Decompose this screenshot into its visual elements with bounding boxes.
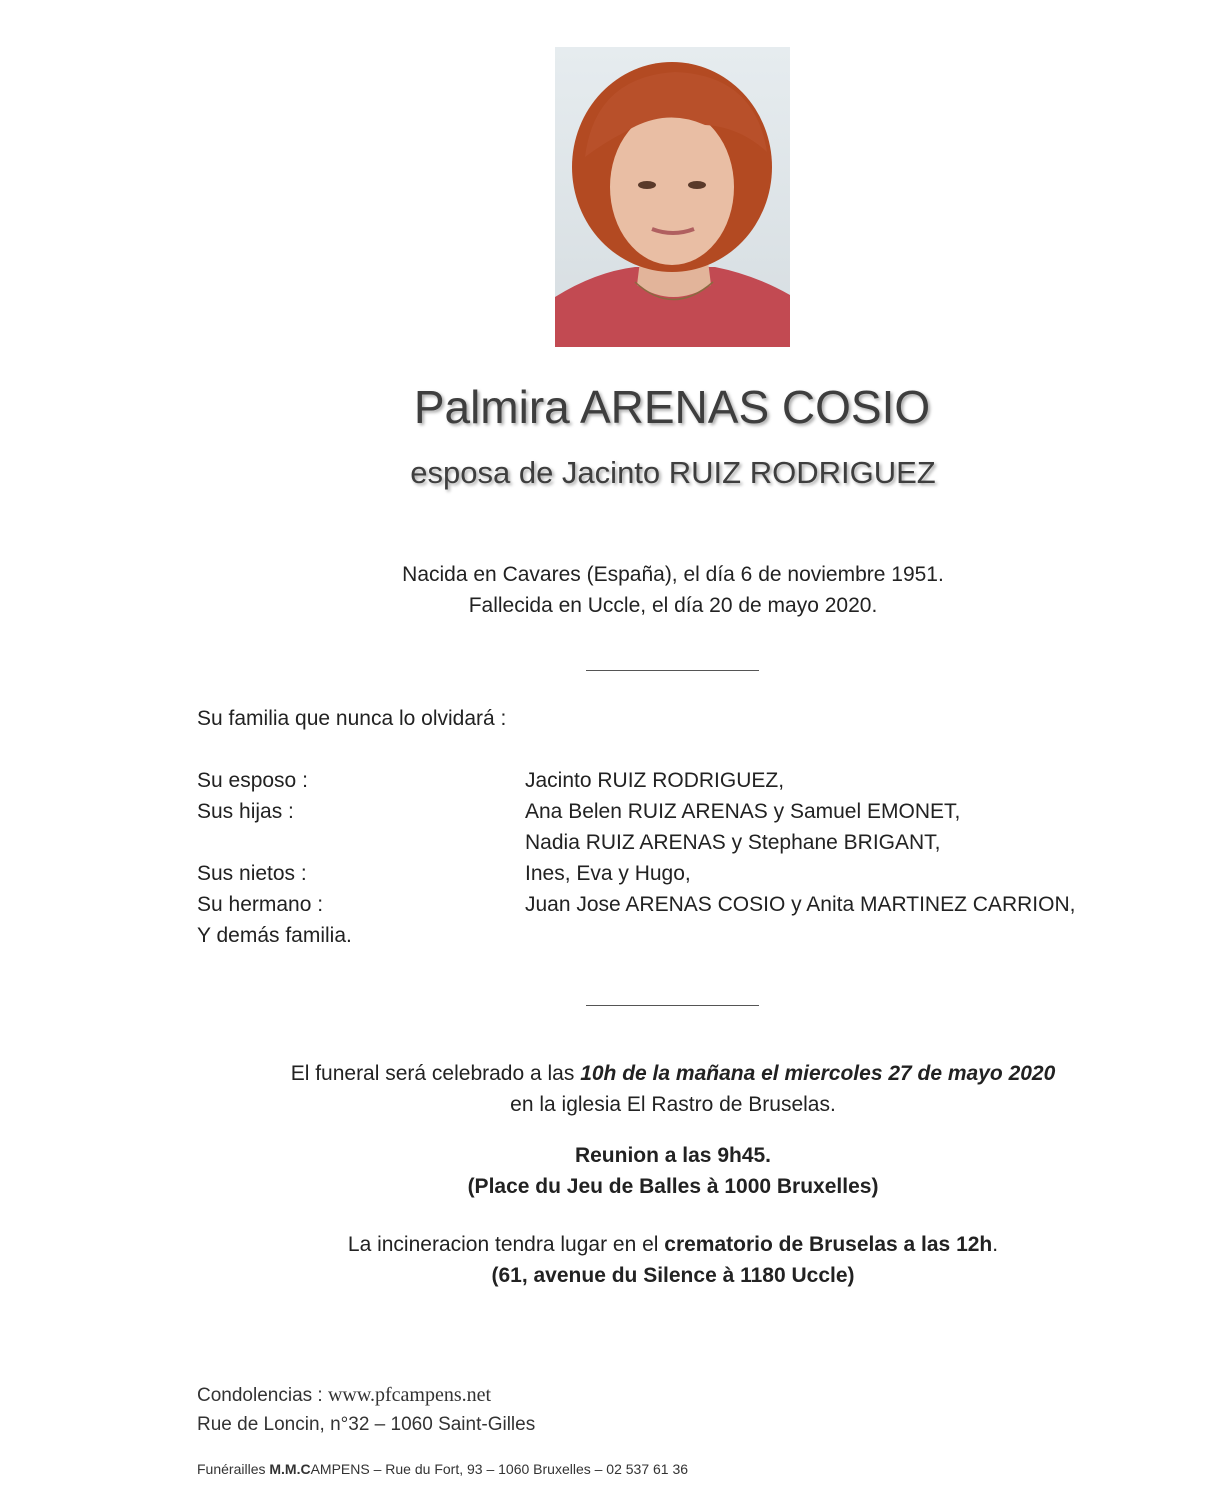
separator-line bbox=[586, 1005, 759, 1006]
condolences-label: Condolencias : bbox=[197, 1385, 328, 1406]
funeral-time-prefix: El funeral será celebrado a las bbox=[290, 1062, 581, 1085]
portrait-photo bbox=[555, 47, 790, 347]
spouse-line: esposa de Jacinto RUIZ RODRIGUEZ bbox=[410, 455, 936, 490]
reunion-time: Reunion a las 9h45. bbox=[574, 1144, 772, 1167]
funeral-time bbox=[170, 1058, 1176, 1089]
family-value: Nadia RUIZ ARENAS y Stephane BRIGANT, bbox=[525, 831, 941, 854]
family-row-daughters bbox=[197, 796, 1075, 827]
cremation-place: (61, avenue du Silence à 1180 Uccle) bbox=[491, 1264, 855, 1287]
company-prefix: Funérailles bbox=[197, 1461, 270, 1477]
family-row-grandchildren bbox=[197, 858, 1075, 889]
company-bold: M.M.C bbox=[269, 1461, 311, 1477]
cremation-info bbox=[170, 1229, 1176, 1260]
company-info bbox=[197, 1461, 688, 1477]
family-value: Ana Belen RUIZ ARENAS y Samuel EMONET, bbox=[525, 800, 961, 823]
family-intro: Su familia que nunca lo olvidará : bbox=[197, 707, 507, 730]
family-label: Y demás familia. bbox=[197, 924, 352, 947]
family-row-others bbox=[197, 920, 1075, 951]
funeral-time-emphasis: 10h de la mañana el miercoles 27 de mayo 2020 bbox=[580, 1062, 1056, 1085]
family-label: Su hermano : bbox=[197, 893, 324, 916]
family-row-brother bbox=[197, 889, 1075, 920]
family-label: Sus nietos : bbox=[197, 862, 307, 885]
family-row-spouse bbox=[197, 765, 1075, 796]
condolences-link[interactable]: www.pfcampens.net bbox=[327, 1384, 492, 1406]
company-rest: AMPENS – Rue du Fort, 93 – 1060 Bruxelles – 02 537 61 36 bbox=[310, 1461, 689, 1477]
family-value: Ines, Eva y Hugo, bbox=[525, 862, 691, 885]
birth-info: Nacida en Cavares (España), el día 6 de noviembre 1951. bbox=[402, 563, 944, 586]
cremation-suffix: . bbox=[992, 1233, 999, 1256]
reunion-place: (Place du Jeu de Balles à 1000 Bruxelles) bbox=[467, 1175, 879, 1198]
family-label: Sus hijas : bbox=[197, 800, 294, 823]
family-label bbox=[197, 827, 525, 858]
family-label: Su esposo : bbox=[197, 769, 308, 792]
cremation-prefix: La incineracion tendra lugar en el bbox=[347, 1233, 665, 1256]
footer-address: Rue de Loncin, n°32 – 1060 Saint-Gilles bbox=[197, 1414, 536, 1435]
deceased-name: Palmira ARENAS COSIO bbox=[413, 381, 931, 433]
footer-contact bbox=[197, 1381, 535, 1439]
family-row-daughters-2 bbox=[197, 827, 1075, 858]
condolences-line bbox=[197, 1381, 535, 1410]
separator-line bbox=[586, 670, 759, 671]
family-list bbox=[197, 765, 1075, 951]
family-value: Jacinto RUIZ RODRIGUEZ, bbox=[525, 769, 785, 792]
death-info: Fallecida en Uccle, el día 20 de mayo 2020. bbox=[468, 594, 878, 617]
funeral-church: en la iglesia El Rastro de Bruselas. bbox=[510, 1093, 836, 1116]
cremation-emphasis: crematorio de Bruselas a las 12h bbox=[664, 1233, 993, 1256]
family-value: Juan Jose ARENAS COSIO y Anita MARTINEZ CARRION, bbox=[525, 893, 1076, 916]
